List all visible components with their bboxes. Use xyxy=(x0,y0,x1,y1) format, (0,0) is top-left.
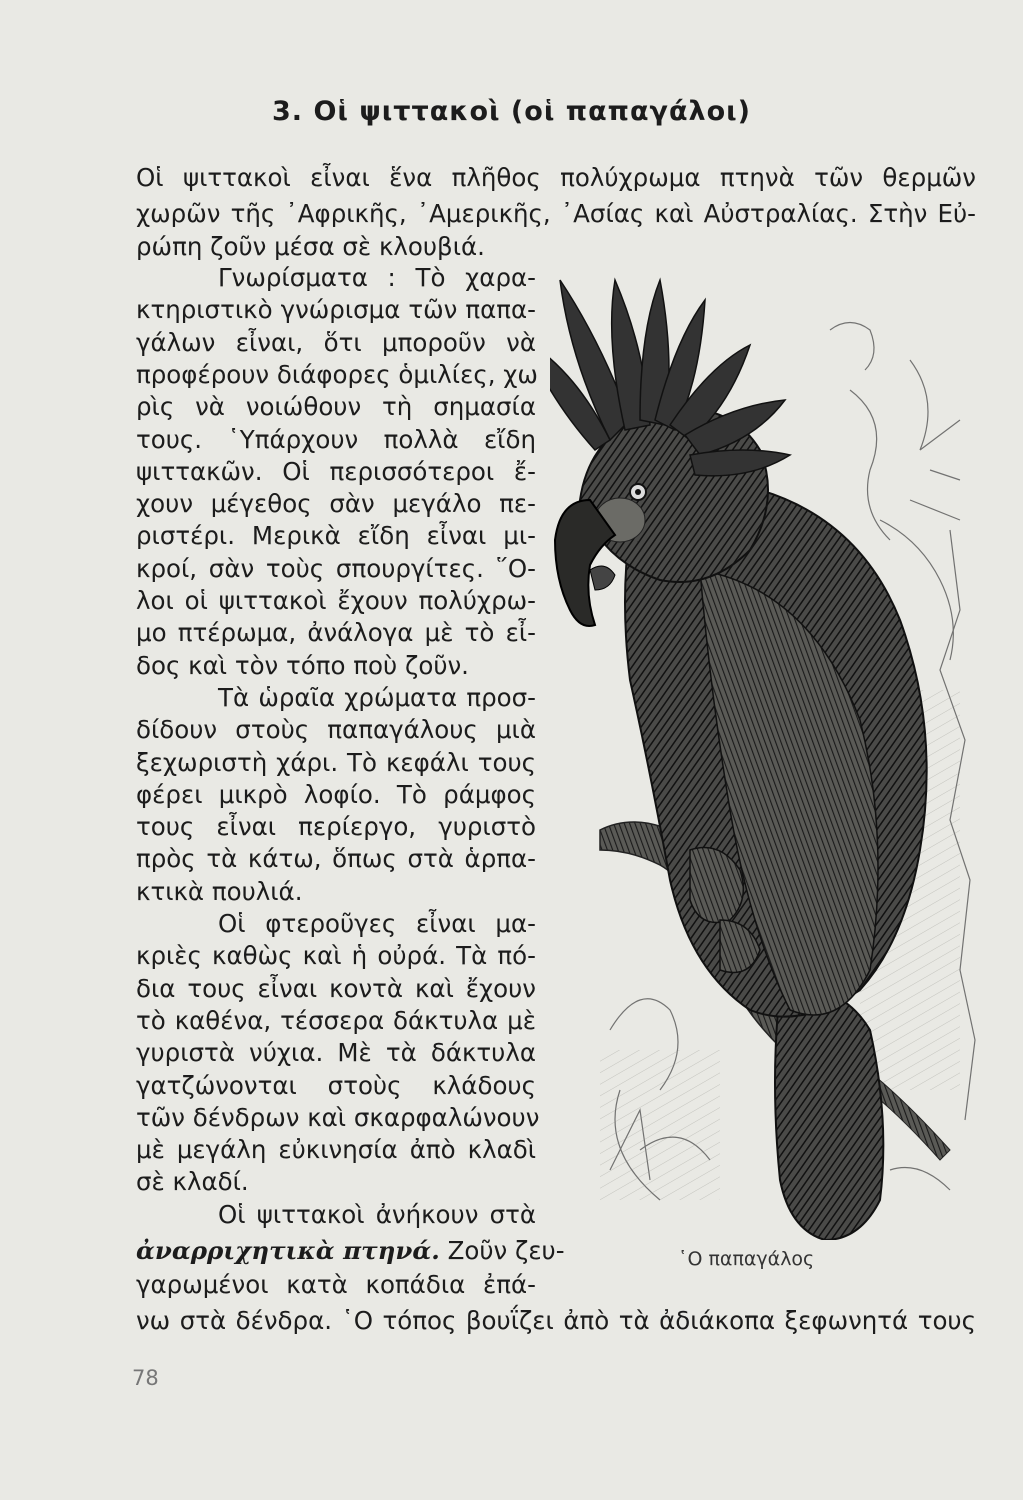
text-line: ρώπη ζοῦν μέσα σὲ κλουβιά. xyxy=(136,232,485,261)
text-line: σὲ κλαδί. xyxy=(136,1167,249,1197)
text-line: τὸ καθένα, τέσσερα δάκτυλα μὲ xyxy=(136,1005,536,1035)
text-line: ξεχωριστὴ χάρι. Τὸ κεφάλι τους xyxy=(136,747,536,777)
text-line: κτικὰ πουλιά. xyxy=(136,876,303,906)
text-line: κτηριστικὸ γνώρισμα τῶν παπα- xyxy=(136,295,536,325)
parrot-illustration xyxy=(550,270,980,1240)
text-line: χουν μέγεθος σὰν μεγάλο πε- xyxy=(136,489,536,519)
text-line: Τὰ ὡραῖα χρώματα προσ- xyxy=(218,682,536,712)
bottom-line: νω στὰ δένδρα. ῾Ο τόπος βουΐζει ἀπὸ τὰ ἀδιάκοπα ξεφωνητά τους xyxy=(136,1306,976,1335)
emphasis-line-rest: Ζοῦν ζευ- xyxy=(439,1236,565,1265)
text-line: κροί, σὰν τοὺς σπουργίτες. ῞Ο- xyxy=(136,553,536,583)
text-line: γάλων εἶναι, ὅτι μποροῦν νὰ xyxy=(136,327,536,357)
text-line: κριὲς καθὼς καὶ ἡ οὐρά. Τὰ πό- xyxy=(136,941,536,971)
text-line: γαρωμένοι κατὰ κοπάδια ἐπά- xyxy=(136,1270,536,1299)
text-line: μὲ μεγάλη εὐκινησία ἀπὸ κλαδὶ xyxy=(136,1135,536,1165)
text-line: τους. ῾Υπάρχουν πολλὰ εἴδη xyxy=(136,424,536,454)
text-line: δος καὶ τὸν τόπο ποὺ ζοῦν. xyxy=(136,650,469,680)
text-line: ρὶς νὰ νοιώθουν τὴ σημασία xyxy=(136,392,536,422)
text-line: Οἱ ψιττακοὶ ἀνήκουν στὰ xyxy=(218,1199,536,1229)
figure-caption: ῾Ο παπαγάλος xyxy=(678,1248,815,1270)
text-line: δια τους εἶναι κοντὰ καὶ ἔχουν xyxy=(136,973,536,1003)
text-line: πρὸς τὰ κάτω, ὅπως στὰ ἁρπα- xyxy=(136,844,536,874)
parrot-tail xyxy=(775,988,883,1240)
text-line: τους εἶναι περίεργο, γυριστὸ xyxy=(136,812,536,842)
text-line: τῶν δένδρων καὶ σκαρφαλώνουν xyxy=(136,1102,540,1132)
text-line: Οἱ ψιττακοὶ εἶναι ἕνα πλῆθος πολύχρωμα πτηνὰ τῶν θερμῶν xyxy=(136,163,976,192)
page-number: 78 xyxy=(132,1366,159,1390)
emphasized-term: ἀναρριχητικὰ πτηνά. xyxy=(136,1236,440,1265)
text-line: Οἱ φτεροῦγες εἶναι μα- xyxy=(218,909,536,938)
text-line: γυριστὰ νύχια. Μὲ τὰ δάκτυλα xyxy=(136,1038,536,1068)
text-line: χωρῶν τῆς ᾿Αφρικῆς, ᾿Αμερικῆς, ᾿Ασίας καὶ Αὐστραλίας. Στὴν Εὐ- xyxy=(136,199,976,228)
text-line: λοι οἱ ψιττακοὶ ἔχουν πολύχρω- xyxy=(136,586,536,615)
text-line: προφέρουν διάφορες ὁμιλίες, χω xyxy=(136,359,538,389)
text-line: μο πτέρωμα, ἀνάλογα μὲ τὸ εἶ- xyxy=(136,618,536,648)
text-line: Γνωρίσματα : Τὸ χαρα- xyxy=(218,263,536,292)
emphasis-line xyxy=(136,1236,565,1266)
text-line: ριστέρι. Μερικὰ εἴδη εἶναι μι- xyxy=(136,521,536,551)
text-line: δίδουν στοὺς παπαγάλους μιὰ xyxy=(136,715,536,745)
text-line: φέρει μικρὸ λοφίο. Τὸ ράμφος xyxy=(136,779,536,809)
text-line: γατζώνονται στοὺς κλάδους xyxy=(136,1070,536,1100)
text-line: ψιττακῶν. Οἱ περισσότεροι ἔ- xyxy=(136,456,536,486)
section-heading: 3. Οἱ ψιττακοὶ (οἱ παπαγάλοι) xyxy=(272,96,751,127)
